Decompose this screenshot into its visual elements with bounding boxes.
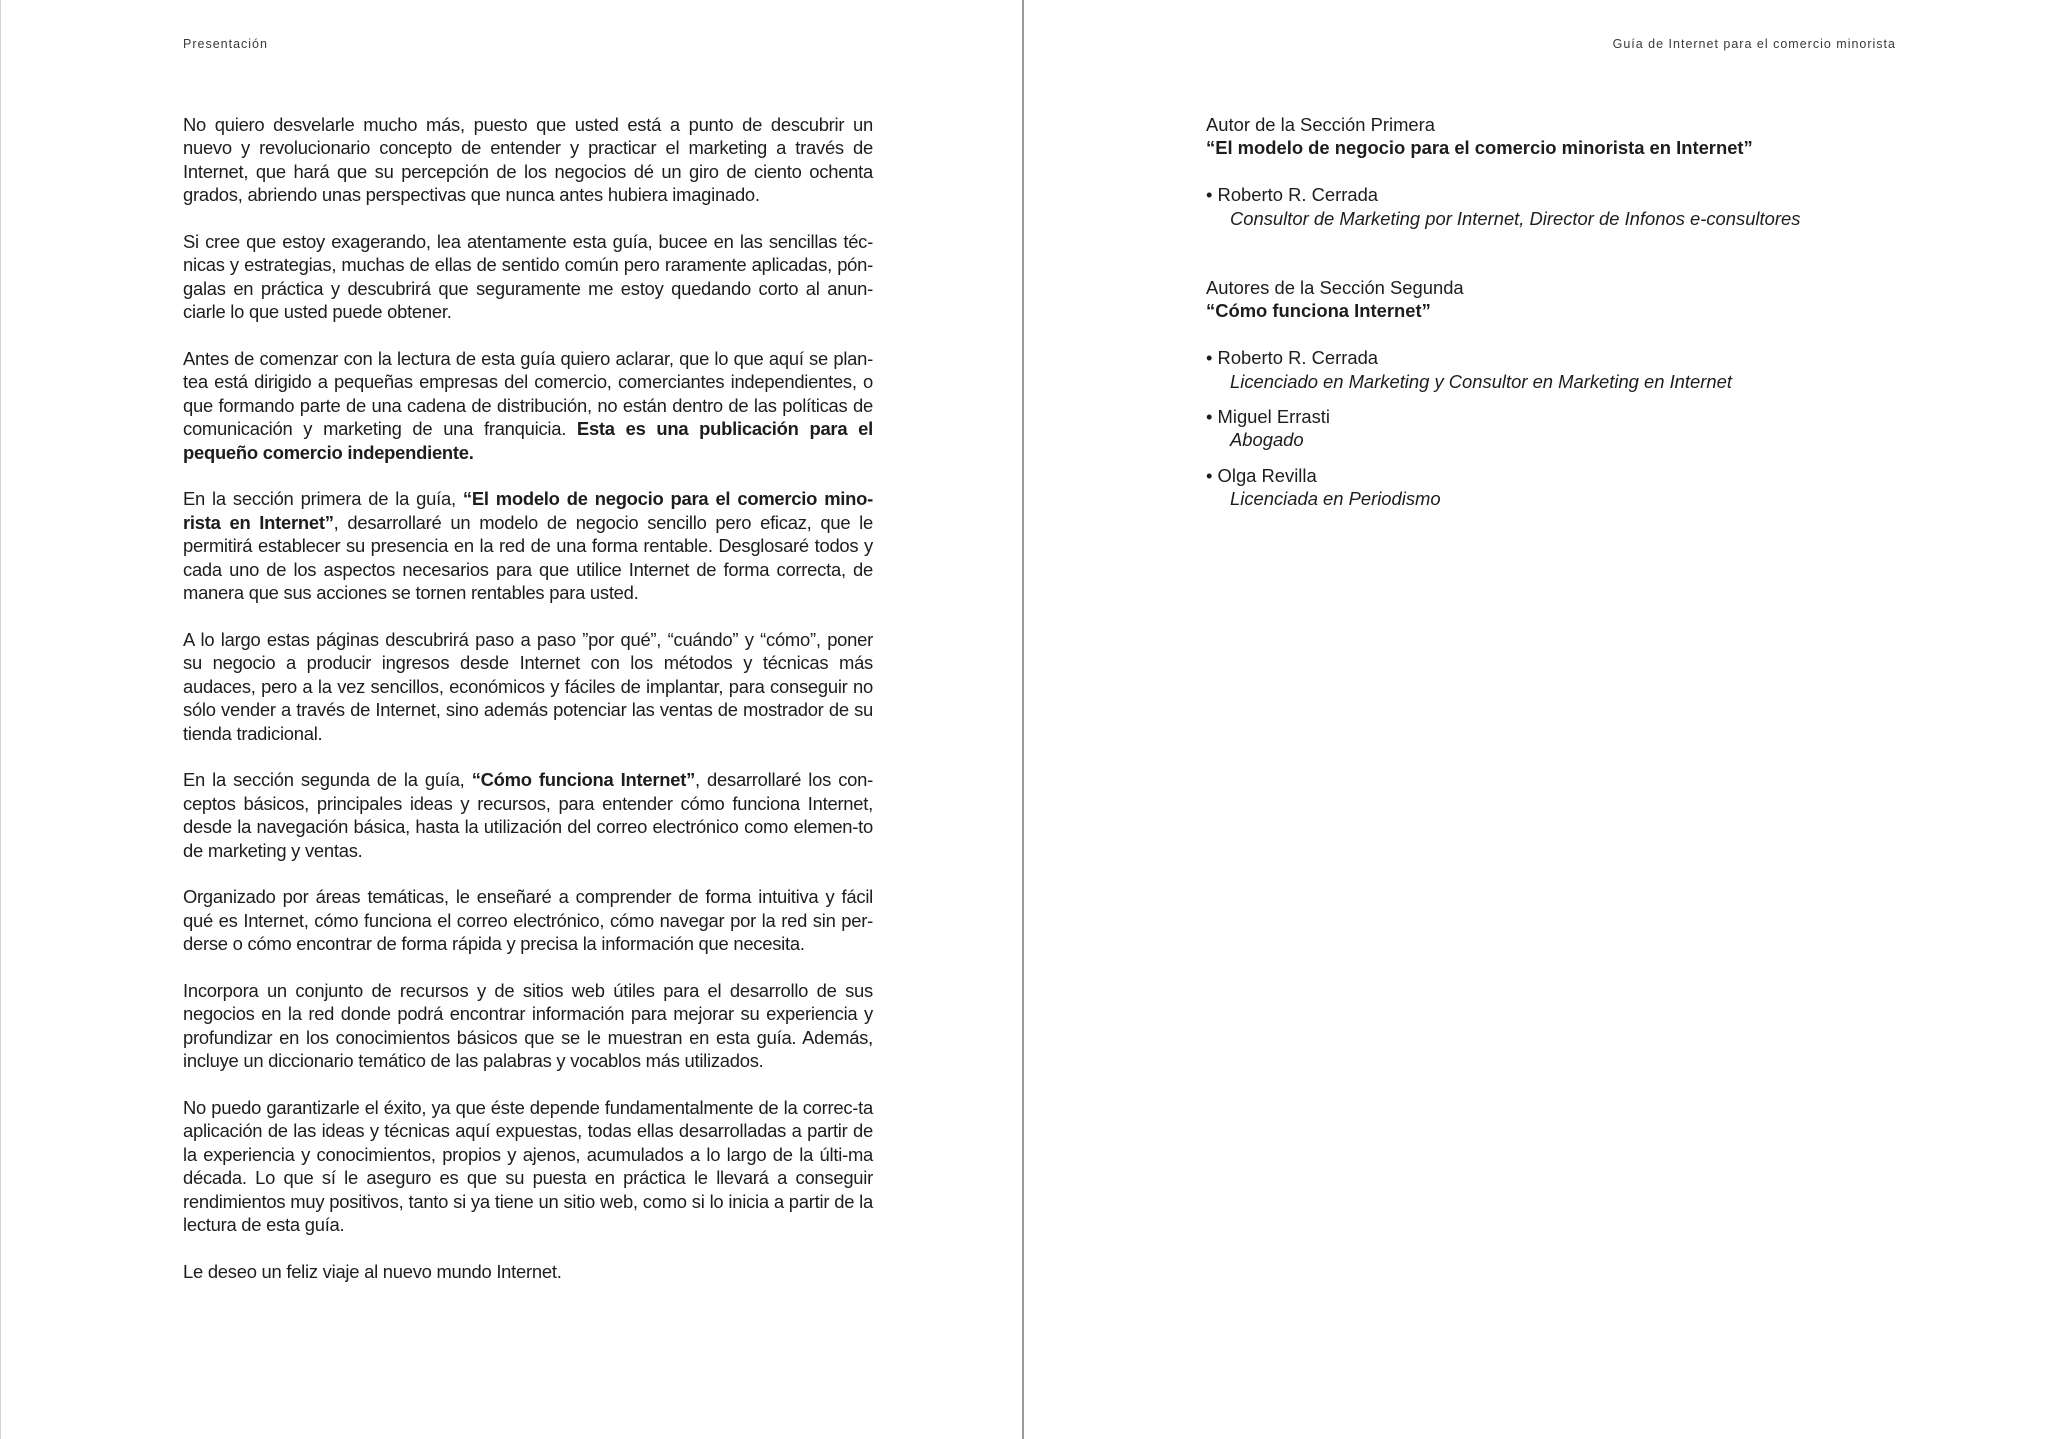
paragraph-text: Incorpora un conjunto de recursos y de sitios web útiles para el desarrollo de sus negocios en la red donde podrá encontrar información para mejorar su experiencia y profundizar en los conocimientos básicos que se le muestran en esta guía. Además, incluye un diccionario temático de las palabras y vocablos más utilizados. (183, 979, 873, 1072)
author-entry (1206, 346, 1966, 393)
paragraph-text: A lo largo estas páginas descubrirá paso a paso ”por qué”, “cuándo” y “cómo”, poner su negocio a producir ingresos desde Internet con los métodos y técnicas más audaces, pero a la vez sencillos, económicos y fáciles de implantar, para conseguir no sólo vender a través de Internet, sino además potenciar las ventas de mostrador de su tienda tradicional. (183, 628, 873, 744)
author-role: Consultor de Marketing por Internet, Director de Infonos e-consultores (1230, 207, 1801, 229)
paragraph (183, 347, 873, 464)
author-name: • Miguel Errasti (1206, 406, 1330, 428)
author-entry (1206, 405, 1966, 452)
author-entry (1206, 464, 1966, 511)
paragraph-text: , desarrollaré un modelo de negocio sencillo pero eficaz, que le permitirá establecer su presencia en la red de una forma rentable. Desglosaré todos y cada uno de los aspectos necesarios para que utilice Internet de forma correcta, de manera que sus acciones se tornen rentables para usted. (183, 511, 873, 604)
section-one-reference: “El modelo de negocio para el comercio mino-rista en Internet” (183, 488, 873, 533)
section-two-reference: “Cómo funciona Internet” (471, 769, 696, 791)
paragraph (183, 487, 873, 604)
paragraph-text: No puedo garantizarle el éxito, ya que éste depende fundamentalmente de la correc-ta aplicación de las ideas y técnicas aquí expuestas, todas ellas desarrolladas a partir de la experiencia y conocimientos, propios y ajenos, acumulados a lo largo de la últi-ma década. Lo que sí le aseguro es que su puesta en práctica le llevará a conseguir rendimientos muy positivos, tanto si ya tiene un sitio web, como si lo inicia a partir de la lectura de esta guía. (183, 1096, 873, 1235)
right-page (1024, 0, 2048, 1439)
author-name: • Roberto R. Cerrada (1206, 347, 1379, 369)
paragraph (183, 1260, 873, 1283)
presentation-body (183, 113, 873, 1307)
paragraph-emphasis: Esta es una publicación para el pequeño comercio independiente. (183, 418, 873, 463)
paragraph (183, 230, 873, 324)
paragraph-text: , desarrollaré los con-ceptos básicos, principales ideas y recursos, para entender cómo funciona Internet, desde la navegación básica, hasta la utilización del correo electrónico como elemen-to de marketing y ventas. (183, 769, 873, 861)
running-head-left: Presentación (183, 37, 268, 51)
section-heading: Autor de la Sección Primera (1206, 114, 1435, 135)
author-name: • Roberto R. Cerrada (1206, 184, 1379, 206)
closing-line: Le deseo un feliz viaje al nuevo mundo Internet. (183, 1260, 562, 1282)
paragraph-text: En la sección segunda de la guía, (183, 769, 472, 791)
paragraph (183, 768, 873, 862)
author-role: Licenciado en Marketing y Consultor en Marketing en Internet (1230, 370, 1732, 392)
paragraph-text: No quiero desvelarle mucho más, puesto que usted está a punto de descubrir un nuevo y revolucionario concepto de entender y practicar el marketing a través de Internet, que hará que su percepción de los negocios dé un giro de ciento ochenta grados, abriendo unas perspectivas que nunca antes hubiera imaginado. (183, 114, 873, 206)
author-name: • Olga Revilla (1206, 464, 1317, 486)
paragraph (183, 113, 873, 207)
paragraph (183, 1096, 873, 1236)
paragraph (183, 628, 873, 745)
paragraph (183, 979, 873, 1073)
author-entry (1206, 183, 1966, 230)
running-head-right: Guía de Internet para el comercio minorista (1612, 37, 1896, 51)
section-title: “Cómo funciona Internet” (1206, 300, 1431, 322)
paragraph-text: Organizado por áreas temáticas, le enseñaré a comprender de forma intuitiva y fácil qué es Internet, cómo funciona el correo electrónico, cómo navegar por la red sin per-derse o cómo encontrar de forma rápida y precisa la información que necesita. (183, 886, 873, 955)
section-title: “El modelo de negocio para el comercio minorista en Internet” (1206, 137, 1753, 159)
paragraph-text: Si cree que estoy exagerando, lea atentamente esta guía, bucee en las sencillas téc-nicas y estrategias, muchas de ellas de sentido común pero raramente aplicadas, pón-galas en práctica y descubrirá que seguramente me estoy quedando corto al anun-ciarle lo que usted puede obtener. (183, 231, 873, 323)
paragraph (183, 885, 873, 955)
paragraph-text: Antes de comenzar con la lectura de esta guía quiero aclarar, que lo que aquí se plan-tea está dirigido a pequeñas empresas del comercio, comerciantes independientes, o que formando parte de una cadena de distribución, no están dentro de las políticas de comunicación y marketing de una franquicia. (183, 348, 873, 440)
author-credits (1206, 113, 1966, 523)
author-role: Abogado (1230, 429, 1304, 451)
section-two-credits (1206, 276, 1966, 511)
author-role: Licenciada en Periodismo (1230, 488, 1441, 510)
section-one-credits (1206, 113, 1966, 230)
section-heading: Autores de la Sección Segunda (1206, 277, 1464, 299)
paragraph-text: En la sección primera de la guía, (183, 488, 463, 510)
